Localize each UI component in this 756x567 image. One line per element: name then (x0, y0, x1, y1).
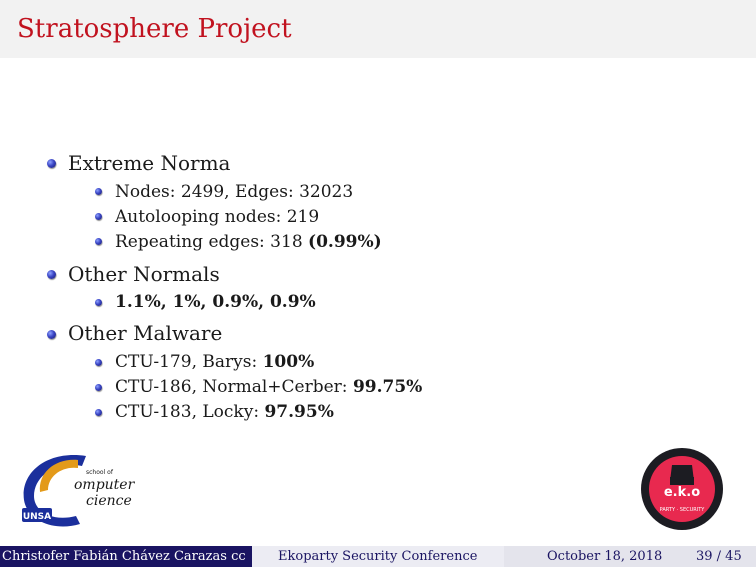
slide-title: Stratosphere Project (17, 14, 292, 44)
slide-footer (0, 546, 756, 567)
sub-bullet-item: CTU-186, Normal+Cerber: 99.75% (115, 377, 423, 397)
logo-school-text: school of (86, 469, 113, 476)
sub-bullet-icon (95, 188, 102, 195)
sub-bullet-item: 1.1%, 1%, 0.9%, 0.9% (115, 292, 316, 312)
sub-bullet-item: CTU-183, Locky: 97.95% (115, 402, 334, 422)
footer-author-section (0, 546, 252, 567)
bullet-icon (47, 270, 56, 279)
footer-event-section (252, 546, 504, 567)
bullet-item: Extreme Norma (68, 151, 231, 175)
sub-bullet-item: Autolooping nodes: 219 (115, 207, 320, 227)
sub-bullet-icon (95, 299, 102, 306)
bullet-icon (47, 159, 56, 168)
logo-computer-text: omputer (74, 477, 135, 493)
footer-author: Christofer Fabián Chávez Carazas cc (2, 549, 246, 564)
footer-event: Ekoparty Security Conference (278, 549, 478, 564)
ekoparty-logo-text: e.k.o (663, 485, 701, 500)
slide-title-bar (0, 0, 756, 58)
sub-bullet-icon (95, 384, 102, 391)
footer-date-section (504, 546, 756, 567)
ekoparty-ring-text: PARTY · SECURITY (659, 507, 705, 513)
computer-science-logo (18, 450, 143, 532)
logo-science-text: cience (86, 493, 132, 509)
unsa-badge: UNSA (22, 512, 52, 522)
sub-bullet-icon (95, 359, 102, 366)
footer-page-number: 39 / 45 (696, 549, 742, 564)
bullet-icon (47, 330, 56, 339)
sub-bullet-icon (95, 213, 102, 220)
sub-bullet-item: Repeating edges: 318 (0.99%) (115, 232, 382, 252)
sub-bullet-icon (95, 238, 102, 245)
ekoparty-logo (640, 447, 725, 532)
bullet-item: Other Malware (68, 321, 223, 345)
sub-bullet-icon (95, 409, 102, 416)
footer-date: October 18, 2018 (547, 549, 663, 564)
sub-bullet-item: CTU-179, Barys: 100% (115, 352, 315, 372)
sub-bullet-item: Nodes: 2499, Edges: 32023 (115, 182, 354, 202)
bullet-item: Other Normals (68, 262, 220, 286)
